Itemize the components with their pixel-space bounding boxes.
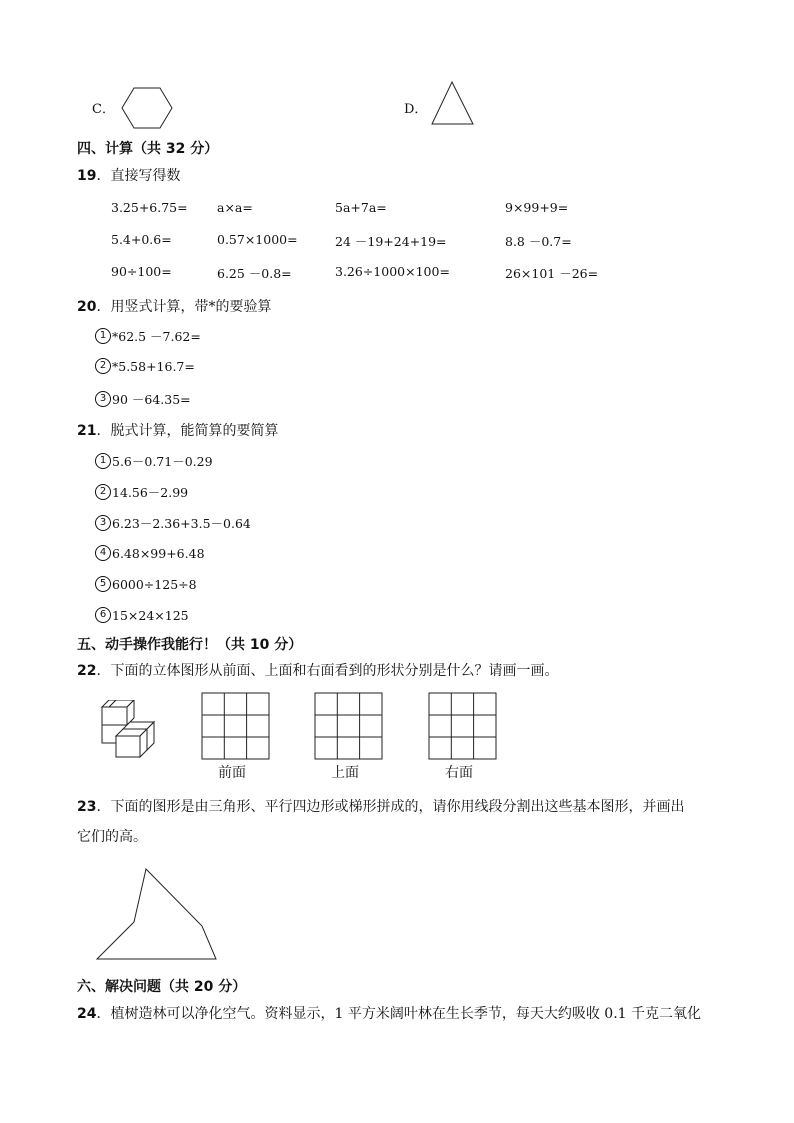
question-21 xyxy=(77,420,278,440)
circled-number: 2 xyxy=(95,484,111,500)
expr-r2c3: 24 －19+24+19= xyxy=(335,234,447,249)
cube-stack-figure xyxy=(100,700,160,766)
expr-r3c2: 6.25 －0.8= xyxy=(217,266,292,281)
item-expr: 90 －64.35= xyxy=(112,392,191,407)
expr-r2c2: 0.57×1000= xyxy=(217,232,298,247)
question-text: ．直接写得数 xyxy=(96,168,181,184)
question-20 xyxy=(77,296,271,316)
circled-number: 1 xyxy=(95,328,111,344)
q21-item-4 xyxy=(95,545,205,561)
question-text: ．脱式计算，能简算的要简算 xyxy=(96,423,279,439)
circled-number: 6 xyxy=(95,607,111,623)
question-text: ．下面的立体图形从前面、上面和右面看到的形状分别是什么？请画一画。 xyxy=(96,663,559,679)
question-text: ．用竖式计算，带*的要验算 xyxy=(96,299,272,315)
top-view-grid[interactable] xyxy=(314,692,384,760)
right-view-grid[interactable] xyxy=(428,692,498,760)
circled-number: 3 xyxy=(95,515,111,531)
section-4-title: 四、计算（共 32 分） xyxy=(77,141,219,157)
front-view-label: 前面 xyxy=(218,765,246,781)
hexagon-shape xyxy=(120,86,174,130)
question-23 xyxy=(77,796,684,816)
front-view-grid[interactable] xyxy=(201,692,271,760)
item-expr: *62.5 －7.62= xyxy=(112,329,201,344)
expr-r1c3: 5a+7a= xyxy=(335,200,387,215)
section-6-title: 六、解决问题（共 20 分） xyxy=(77,979,247,995)
q21-item-6 xyxy=(95,607,189,623)
q21-item-3 xyxy=(95,514,251,532)
item-expr: 5.6－0.71－0.29 xyxy=(112,454,213,469)
q21-item-2 xyxy=(95,483,188,501)
item-expr: 6.23－2.36+3.5－0.64 xyxy=(112,516,251,531)
item-expr: 14.56－2.99 xyxy=(112,485,189,500)
q20-item-1 xyxy=(95,327,201,345)
question-22 xyxy=(77,660,558,680)
expr-r2c4: 8.8 －0.7= xyxy=(505,234,572,249)
question-number: 24 xyxy=(77,1006,97,1022)
section-5-title: 五、动手操作我能行！（共 10 分） xyxy=(77,637,303,653)
question-number: 20 xyxy=(77,299,97,315)
expr-r1c1: 3.25+6.75= xyxy=(111,200,188,215)
q21-item-1 xyxy=(95,452,213,470)
q20-item-3 xyxy=(95,390,191,408)
q20-item-2 xyxy=(95,358,195,374)
q21-item-5 xyxy=(95,576,197,592)
item-expr: 6.48×99+6.48 xyxy=(112,545,205,561)
triangle-shape xyxy=(430,80,476,126)
item-expr: 6000÷125÷8 xyxy=(112,576,197,592)
item-expr: *5.58+16.7= xyxy=(112,358,195,374)
circled-number: 2 xyxy=(95,358,111,374)
item-expr: 15×24×125 xyxy=(112,607,189,623)
expr-r3c1: 90÷100= xyxy=(111,264,172,279)
circled-number: 5 xyxy=(95,576,111,592)
expr-r3c3: 3.26÷1000×100= xyxy=(335,264,450,279)
right-view-label: 右面 xyxy=(445,765,473,781)
question-19 xyxy=(77,165,180,185)
circled-number: 4 xyxy=(95,545,111,561)
polygon-figure[interactable] xyxy=(94,866,220,962)
expr-r1c2: a×a= xyxy=(217,200,253,215)
question-number: 21 xyxy=(77,423,97,439)
option-d-label: D． xyxy=(404,102,428,117)
question-24 xyxy=(77,1003,701,1023)
question-23-line2: 它们的高。 xyxy=(77,829,147,845)
question-number: 23 xyxy=(77,799,97,815)
top-view-label: 上面 xyxy=(331,765,359,781)
question-number: 22 xyxy=(77,663,97,679)
circled-number: 1 xyxy=(95,453,111,469)
expr-r1c4: 9×99+9= xyxy=(505,200,569,215)
expr-r3c4: 26×101 －26= xyxy=(505,266,599,281)
question-text-line1: ．下面的图形是由三角形、平行四边形或梯形拼成的，请你用线段分割出这些基本图形，并画出 xyxy=(96,799,685,815)
question-number: 19 xyxy=(77,168,97,184)
question-text: ．植树造林可以净化空气。资料显示，1 平方米阔叶林在生长季节，每天大约吸收 0.1 千克二氧化 xyxy=(96,1006,702,1022)
option-c-label: C． xyxy=(92,102,115,117)
expr-r2c1: 5.4+0.6= xyxy=(111,232,172,247)
circled-number: 3 xyxy=(95,391,111,407)
